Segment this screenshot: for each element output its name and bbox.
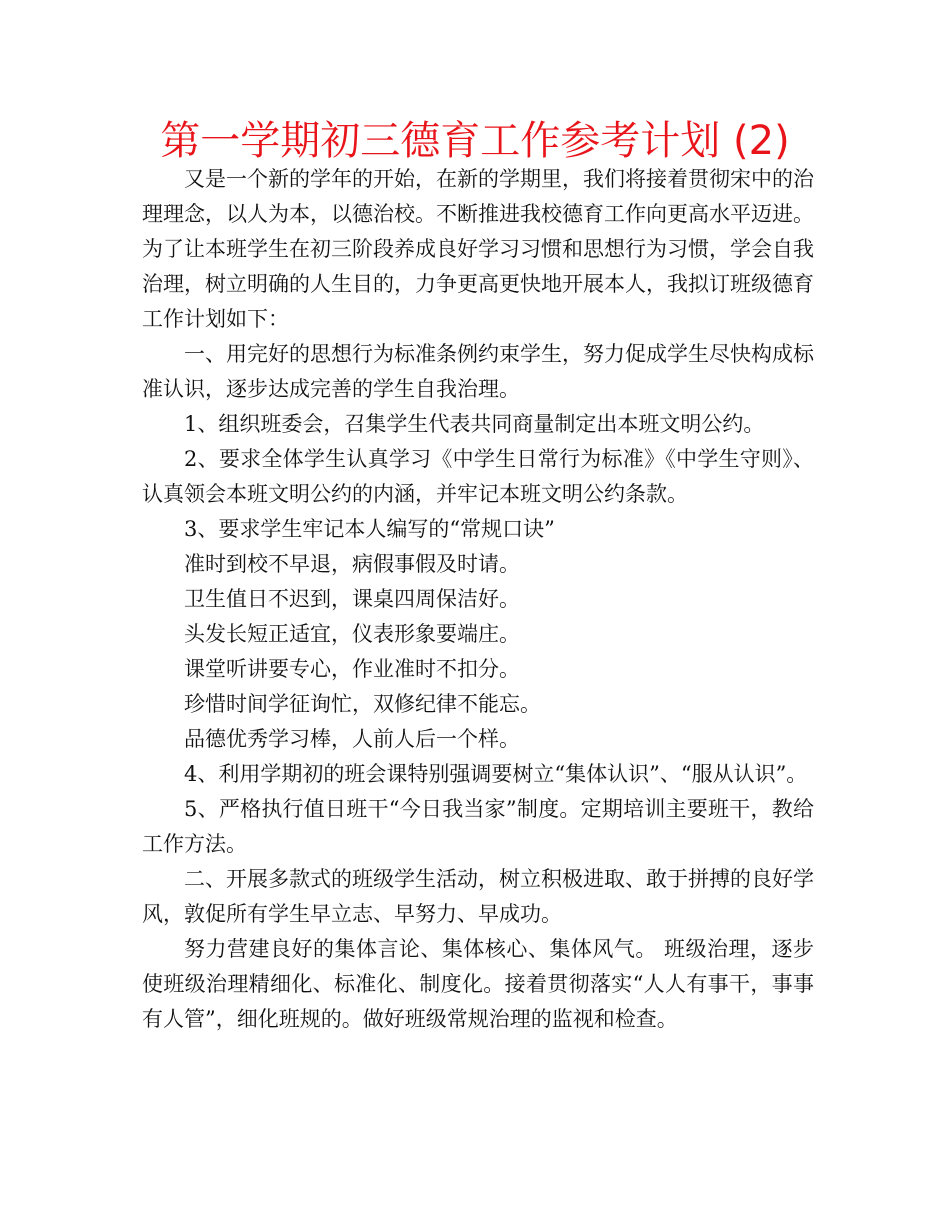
rhyme-line-5: 珍惜时间学征询忙，双修纪律不能忘。 [184,692,541,716]
paragraph-class-management: 努力营建良好的集体言论、集体核心、集体风气。 班级治理，逐步使班级治理精细化、标准化、制度化。接着贯彻落实“人人有事干，事事有人管”，细化班规的。做好班级常规治理的监视和检查。 [142,937,814,1031]
paragraph-item-3: 3、要求学生牢记本人编写的“常规口诀” [184,517,555,541]
rhyme-line-6: 品德优秀学习棒，人前人后一个样。 [184,727,520,751]
rhyme-line-2: 卫生值日不迟到，课桌四周保洁好。 [184,587,520,611]
paragraph-section-1: 一、用完好的思想行为标准条例约束学生，努力促成学生尽快构成标准认识，逐步达成完善的学生自我治理。 [142,342,814,401]
document-title: 第一学期初三德育工作参考计划 (2) [160,118,790,164]
rhyme-line-3: 头发长短正适宜，仪表形象要端庄。 [184,622,520,646]
rhyme-line-1: 准时到校不早退，病假事假及时请。 [184,552,520,576]
paragraph-section-2: 二、开展多款式的班级学生活动，树立积极进取、敢于拼搏的良好学风，敦促所有学生早立志、早努力、早成功。 [142,867,814,926]
paragraph-item-1: 1、组织班委会，召集学生代表共同商量制定出本班文明公约。 [184,412,765,436]
paragraph-item-2: 2、要求全体学生认真学习《中学生日常行为标准》《中学生守则》、认真领会本班文明公约的内涵，并牢记本班文明公约条款。 [142,447,814,506]
paragraph-intro: 又是一个新的学年的开始，在新的学期里，我们将接着贯彻宋中的治理理念，以人为本，以德治校。不断推进我校德育工作向更高水平迈进。为了让本班学生在初三阶段养成良好学习习惯和思想行为习惯，学会自我治理，树立明确的人生目的，力争更高更快地开展本人，我拟订班级德育工作计划如下： [142,167,814,331]
rhyme-line-4: 课堂听讲要专心，作业准时不扣分。 [184,657,520,681]
paragraph-item-5: 5、严格执行值日班干“今日我当家”制度。定期培训主要班干，教给工作方法。 [142,797,814,856]
paragraph-item-4: 4、利用学期初的班会课特别强调要树立“集体认识”、“服从认识”。 [184,762,808,786]
document-body [142,162,814,1037]
